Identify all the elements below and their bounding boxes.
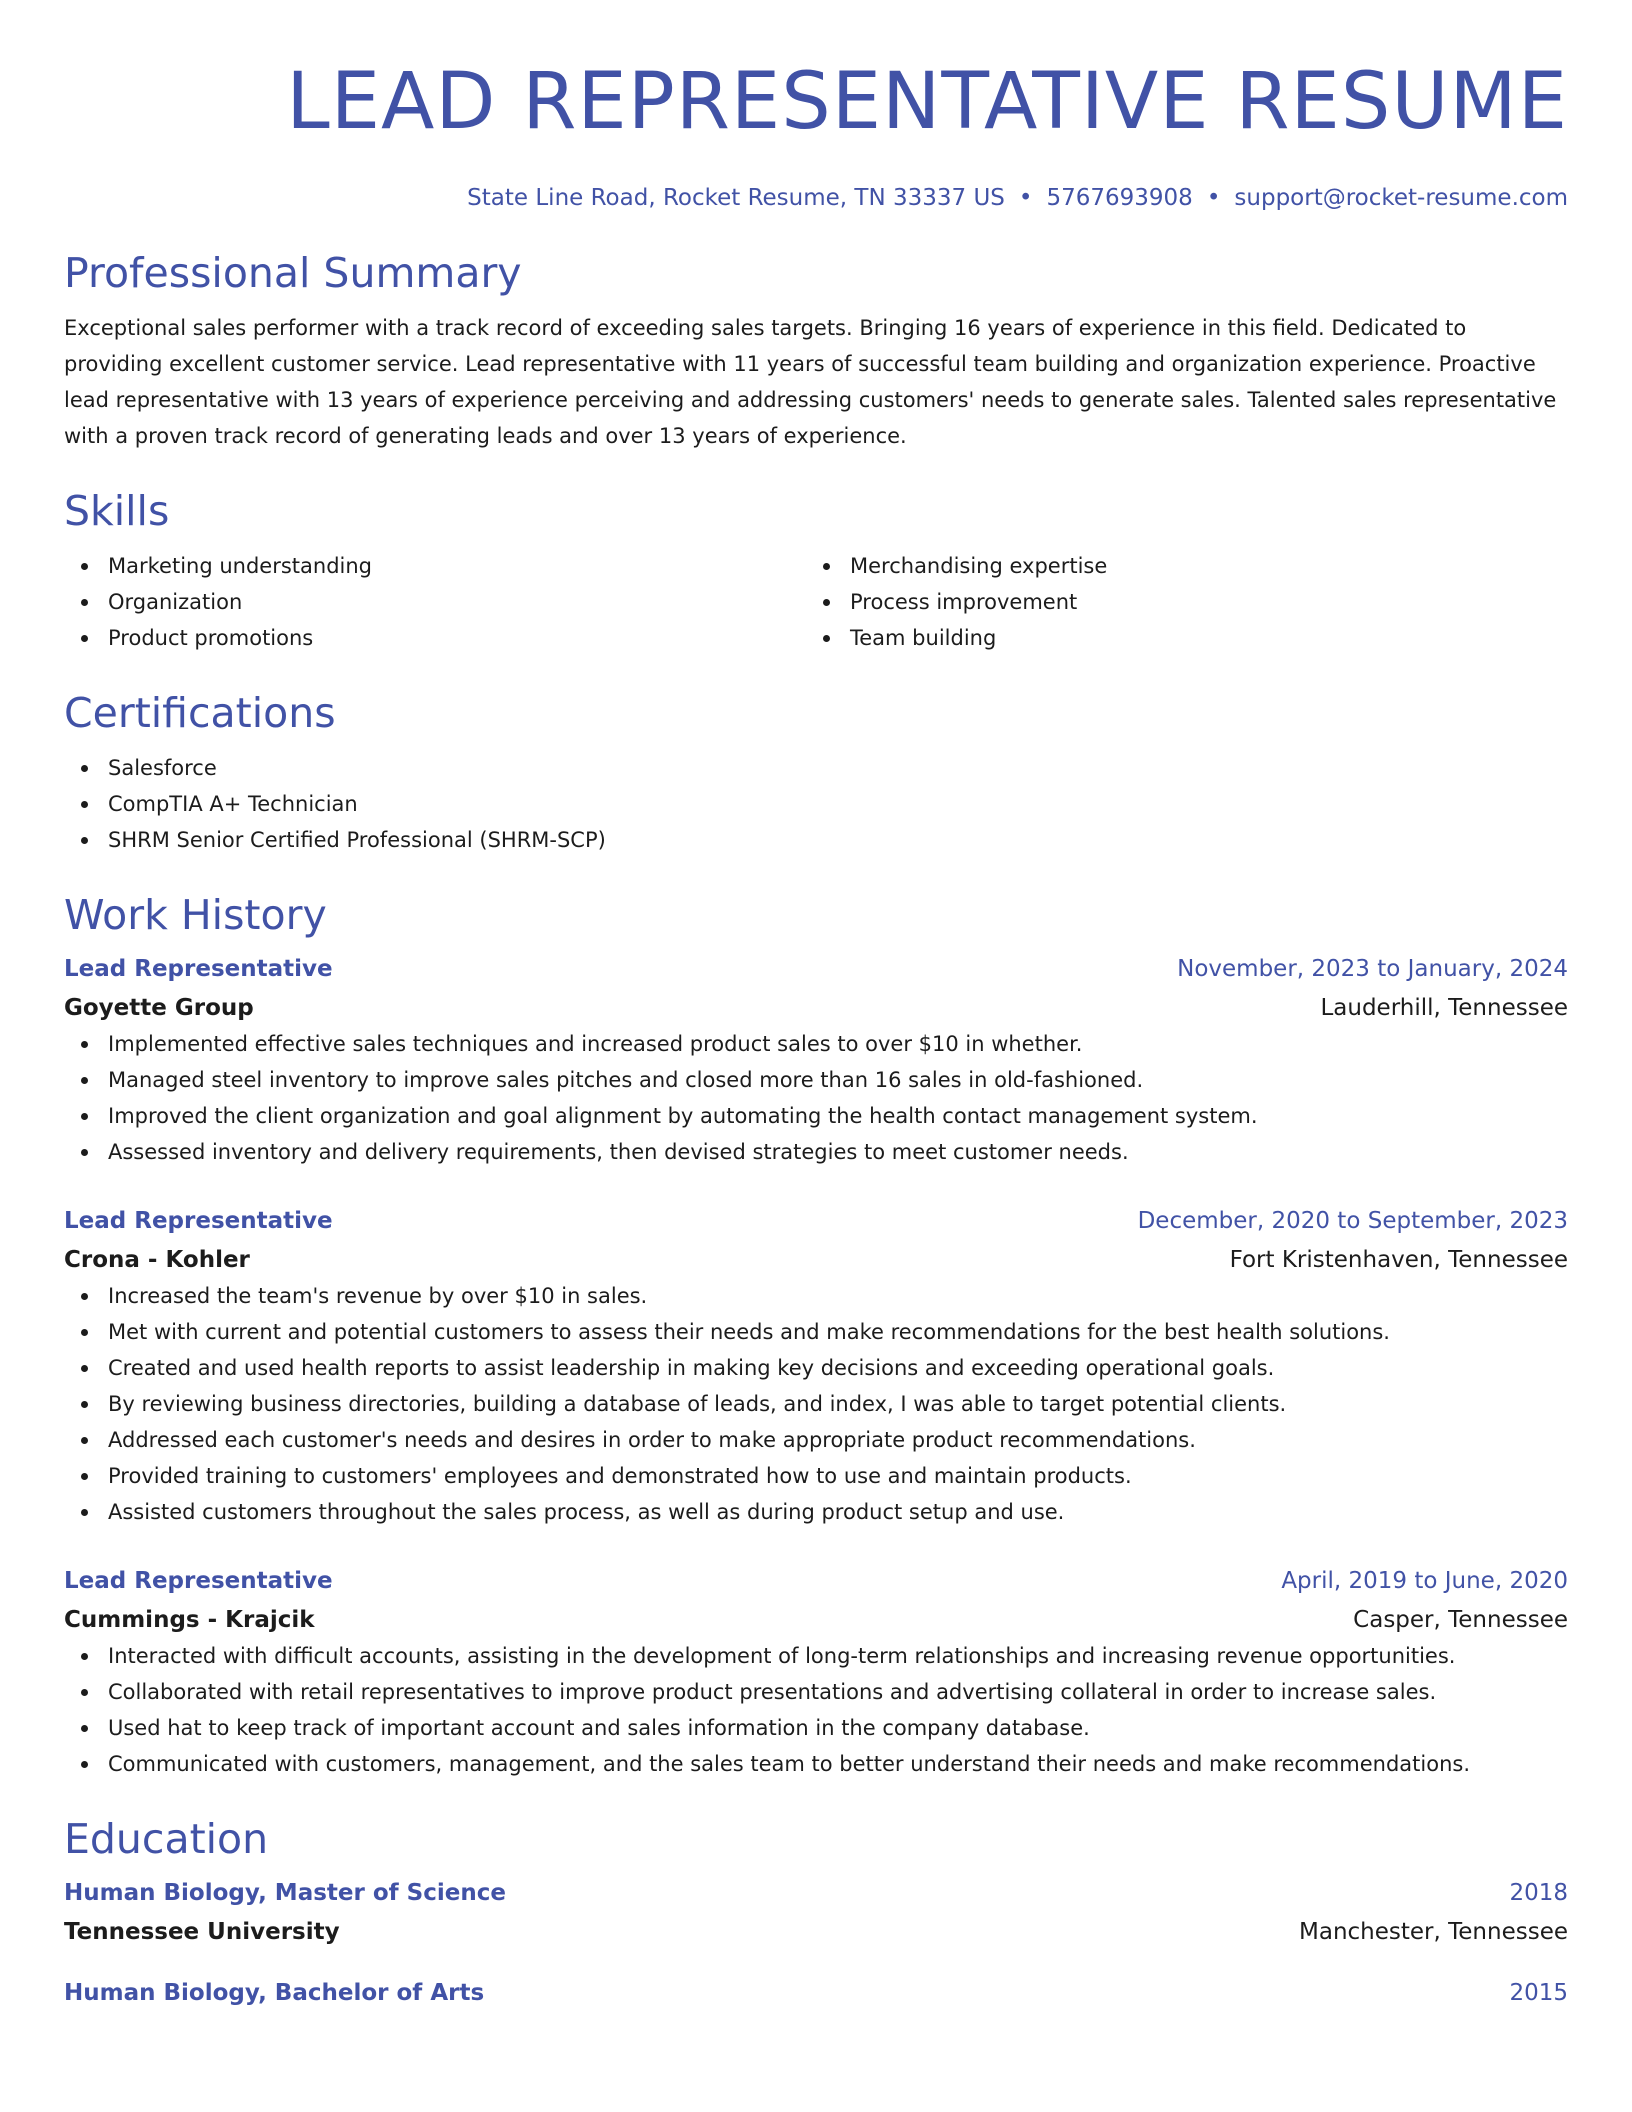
skills-list-right bbox=[806, 548, 1548, 656]
job-bullet: Provided training to customers' employees and demonstrated how to use and maintain products. bbox=[64, 1458, 1568, 1494]
skills-heading: Skills bbox=[64, 487, 170, 535]
job-dates: April, 2019 to June, 2020 bbox=[1281, 1568, 1568, 1594]
job-company: Cummings - Krajcik bbox=[64, 1607, 315, 1633]
skill-item: Merchandising expertise bbox=[806, 548, 1548, 584]
summary-section bbox=[64, 248, 1568, 454]
skill-item: Team building bbox=[806, 620, 1548, 656]
job-bullets bbox=[64, 1278, 1568, 1530]
education-year: 2015 bbox=[1509, 1980, 1568, 2006]
certification-item: Salesforce bbox=[64, 750, 1568, 786]
job-bullet: Increased the team's revenue by over $10 in sales. bbox=[64, 1278, 1568, 1314]
education-school: Tennessee University bbox=[64, 1919, 340, 1945]
job-bullet: Addressed each customer's needs and desires in order to make appropriate product recommendations. bbox=[64, 1422, 1568, 1458]
contact-separator: • bbox=[1206, 185, 1221, 211]
job-entry bbox=[64, 952, 1568, 1170]
job-title: Lead Representative bbox=[64, 1568, 333, 1594]
job-dates: December, 2020 to September, 2023 bbox=[1137, 1208, 1568, 1234]
job-bullet: Used hat to keep track of important account and sales information in the company database. bbox=[64, 1710, 1568, 1746]
skill-item: Organization bbox=[64, 584, 806, 620]
job-bullet: Communicated with customers, management, and the sales team to better understand their needs and make recommendations. bbox=[64, 1746, 1568, 1782]
education-header bbox=[64, 1876, 1568, 1910]
education-section bbox=[64, 1814, 1568, 2010]
job-company: Crona - Kohler bbox=[64, 1247, 250, 1273]
skills-grid bbox=[64, 548, 1568, 656]
job-bullet: Assisted customers throughout the sales process, as well as during product setup and use. bbox=[64, 1494, 1568, 1530]
summary-text: Exceptional sales performer with a track record of exceeding sales targets. Bringing 16 years of experience in this field. Dedicated to providing excellent customer service. Lead representative with 11 years of successful team building and organization experience. Proactive lead representative with 13 years of experience perceiving and addressing customers' needs to generate sales. Talented sales representative with a proven track record of generating leads and over 13 years of experience. bbox=[64, 316, 1557, 448]
education-year: 2018 bbox=[1509, 1880, 1568, 1906]
summary-heading: Professional Summary bbox=[64, 249, 522, 297]
skill-item: Product promotions bbox=[64, 620, 806, 656]
certifications-list bbox=[64, 750, 1568, 858]
job-bullet: Created and used health reports to assist leadership in making key decisions and exceeding operational goals. bbox=[64, 1350, 1568, 1386]
education-heading: Education bbox=[64, 1815, 269, 1863]
education-entry bbox=[64, 1876, 1568, 1950]
job-bullet: Met with current and potential customers to assess their needs and make recommendations for the best health solutions. bbox=[64, 1314, 1568, 1350]
job-bullet: Implemented effective sales techniques and increased product sales to over $10 in whether. bbox=[64, 1026, 1568, 1062]
contact-phone: 5767693908 bbox=[1046, 185, 1193, 211]
job-company: Goyette Group bbox=[64, 995, 254, 1021]
education-location: Manchester, Tennessee bbox=[1299, 1919, 1568, 1945]
work-history-heading: Work History bbox=[64, 891, 327, 939]
job-entry bbox=[64, 1564, 1568, 1782]
education-header bbox=[64, 1976, 1568, 2010]
job-bullets bbox=[64, 1638, 1568, 1782]
education-subheader bbox=[64, 1914, 1568, 1950]
job-title: Lead Representative bbox=[64, 956, 333, 982]
skill-item: Marketing understanding bbox=[64, 548, 806, 584]
job-bullet: Collaborated with retail representatives to improve product presentations and advertising collateral in order to increase sales. bbox=[64, 1674, 1568, 1710]
certifications-section bbox=[64, 688, 1568, 858]
contact-address: State Line Road, Rocket Resume, TN 33337 US bbox=[467, 185, 1005, 211]
job-location: Casper, Tennessee bbox=[1353, 1607, 1568, 1633]
certification-item: SHRM Senior Certified Professional (SHRM-SCP) bbox=[64, 822, 1568, 858]
job-subheader bbox=[64, 1242, 1568, 1278]
skill-item: Process improvement bbox=[806, 584, 1548, 620]
contact-separator: • bbox=[1018, 185, 1033, 211]
job-location: Lauderhill, Tennessee bbox=[1320, 995, 1568, 1021]
job-location: Fort Kristenhaven, Tennessee bbox=[1229, 1247, 1568, 1273]
job-entry bbox=[64, 1204, 1568, 1530]
job-bullet: By reviewing business directories, building a database of leads, and index, I was able to target potential clients. bbox=[64, 1386, 1568, 1422]
skills-list-left bbox=[64, 548, 806, 656]
contact-line bbox=[64, 182, 1568, 214]
work-history-section bbox=[64, 890, 1568, 1782]
job-header bbox=[64, 1204, 1568, 1238]
job-header bbox=[64, 952, 1568, 986]
job-title: Lead Representative bbox=[64, 1208, 333, 1234]
job-bullet: Managed steel inventory to improve sales pitches and closed more than 16 sales in old-fashioned. bbox=[64, 1062, 1568, 1098]
job-bullets bbox=[64, 1026, 1568, 1170]
education-degree: Human Biology, Bachelor of Arts bbox=[64, 1980, 485, 2006]
job-bullet: Improved the client organization and goal alignment by automating the health contact management system. bbox=[64, 1098, 1568, 1134]
job-bullet: Assessed inventory and delivery requirements, then devised strategies to meet customer needs. bbox=[64, 1134, 1568, 1170]
job-subheader bbox=[64, 990, 1568, 1026]
certifications-heading: Certifications bbox=[64, 689, 336, 737]
job-header bbox=[64, 1564, 1568, 1598]
job-bullet: Interacted with difficult accounts, assisting in the development of long-term relationships and increasing revenue opportunities. bbox=[64, 1638, 1568, 1674]
resume-title: LEAD REPRESENTATIVE RESUME bbox=[286, 57, 1568, 147]
job-subheader bbox=[64, 1602, 1568, 1638]
education-entry bbox=[64, 1976, 1568, 2010]
contact-email[interactable]: support@rocket-resume.com bbox=[1234, 185, 1568, 211]
skills-section bbox=[64, 486, 1568, 656]
education-degree: Human Biology, Master of Science bbox=[64, 1880, 506, 1906]
job-dates: November, 2023 to January, 2024 bbox=[1177, 956, 1568, 982]
certification-item: CompTIA A+ Technician bbox=[64, 786, 1568, 822]
